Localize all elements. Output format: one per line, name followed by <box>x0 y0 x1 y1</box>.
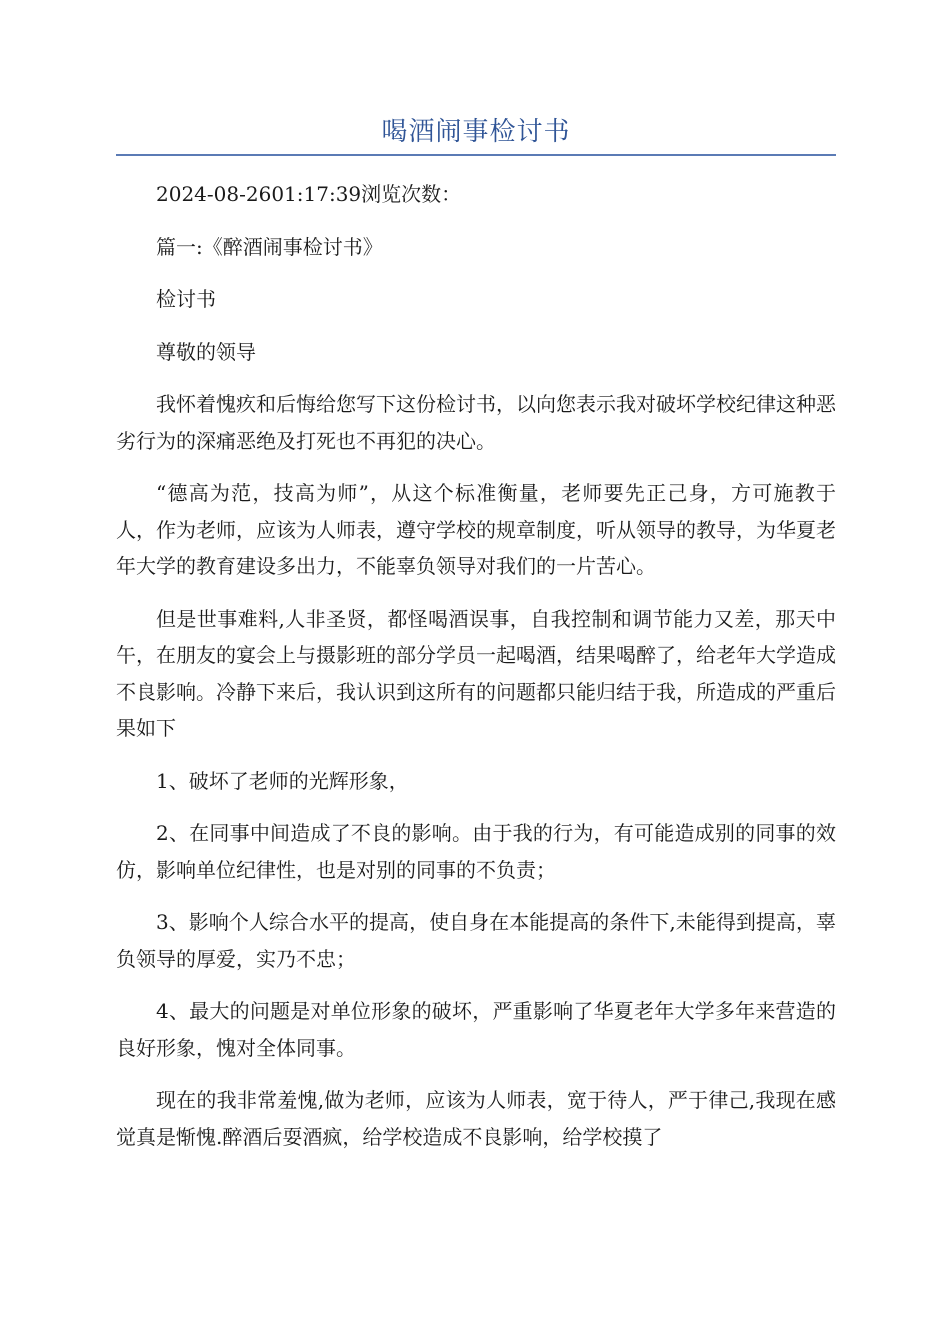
title-underline <box>116 154 836 156</box>
paragraph: 我怀着愧疚和后悔给您写下这份检讨书，以向您表示我对破坏学校纪律这种恶劣行为的深痛恶绝及打死也不再犯的决心。 <box>116 392 836 453</box>
paragraph: 尊敬的领导 <box>156 339 256 364</box>
paragraph: 检讨书 <box>156 287 216 311</box>
paragraph: 但是世事难料,人非圣贤，都怪喝酒误事，自我控制和调节能力又差，那天中午，在朋友的宴会上与摄影班的部分学员一起喝酒，结果喝醉了，给老年大学造成不良影响。冷静下来后，我认识到这所有的问题都只能归结于我，所造成的严重后果如下 <box>116 606 836 740</box>
list-item: 3、影响个人综合水平的提高，使自身在本能提高的条件下,未能得到提高，辜负领导的厚爱，实乃不忠； <box>116 910 836 971</box>
paragraph: 篇一:《醉酒闹事检讨书》 <box>156 234 383 259</box>
list-item: 2、在同事中间造成了不良的影响。由于我的行为，有可能造成别的同事的效仿，影响单位纪律性，也是对别的同事的不负责； <box>116 821 836 882</box>
paragraph: “德高为范，技高为师”，从这个标准衡量，老师要先正己身，方可施教于人，作为老师，应该为人师表，遵守学校的规章制度，听从领导的教导，为华夏老年大学的教育建设多出力，不能辜负领导对我们的一片苦心。 <box>116 481 836 578</box>
document-title: 喝酒闹事检讨书 <box>381 117 571 147</box>
list-item: 4、最大的问题是对单位形象的破坏，严重影响了华夏老年大学多年来营造的良好形象，愧对全体同事。 <box>116 999 836 1060</box>
paragraph: 现在的我非常羞愧,做为老师，应该为人师表，宽于待人，严于律己,我现在感觉真是惭愧.醉酒后耍酒疯，给学校造成不良影响，给学校摸了 <box>116 1088 836 1149</box>
list-item: 1、破坏了老师的光辉形象， <box>156 768 409 793</box>
meta-line: 2024-08-2601:17:39浏览次数： <box>156 182 462 206</box>
document-body <box>116 176 836 1171</box>
